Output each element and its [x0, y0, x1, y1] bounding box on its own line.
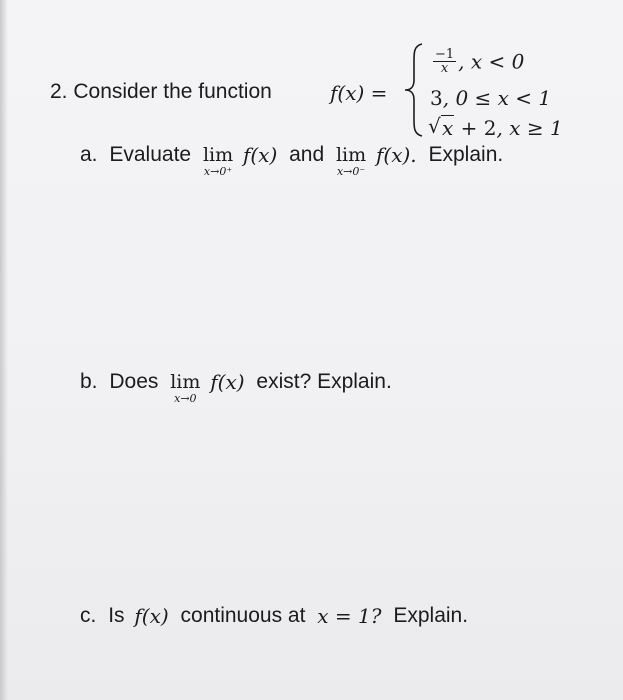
part-b-label: b. — [80, 370, 98, 393]
limit-left-zero — [336, 144, 366, 178]
case-2-value: 3 — [430, 86, 443, 110]
limit-expression: f(x). — [376, 143, 417, 167]
fraction-denominator: x — [440, 61, 449, 76]
part-b-text-before: Does — [109, 370, 159, 393]
case-3-rest: + 2 — [454, 116, 497, 140]
function-label: f(x) = — [330, 81, 388, 105]
radicand: x — [442, 116, 454, 140]
part-b — [80, 371, 392, 405]
piecewise-case-1 — [433, 48, 524, 75]
square-root — [428, 116, 454, 140]
part-c-label: c. — [80, 604, 97, 627]
part-c-text-before: Is — [108, 604, 125, 627]
part-a-label: a. — [80, 143, 98, 166]
part-a-text-after: Explain. — [428, 143, 504, 166]
lim-subscript: x→0⁻ — [336, 165, 366, 178]
radical-sign-icon: √ — [428, 114, 441, 138]
lim-subscript: x→0⁺ — [203, 165, 233, 178]
question-intro-text: Consider the function — [73, 80, 272, 103]
part-a-connector: and — [289, 143, 325, 166]
piecewise-case-3 — [428, 116, 563, 140]
limit-expression: f(x) — [210, 370, 245, 394]
part-a — [80, 144, 503, 178]
limit-zero — [170, 371, 200, 405]
fraction — [433, 48, 456, 75]
piecewise-brace — [402, 40, 426, 140]
limit-right-zero — [203, 144, 233, 178]
limit-expression: f(x) — [242, 143, 278, 167]
case-2-condition: , 0 ≤ x < 1 — [442, 86, 552, 110]
question-2-intro — [50, 80, 272, 104]
part-b-text-after: exist? Explain. — [256, 370, 392, 393]
piecewise-case-2 — [430, 86, 551, 110]
part-c-text-after: Explain. — [393, 604, 469, 627]
continuity-point: x = 1? — [317, 604, 382, 628]
question-number: 2. — [50, 80, 68, 103]
fraction-numerator: −1 — [435, 47, 455, 62]
part-c-text-mid: continuous at — [180, 604, 306, 627]
function-expression: f(x) — [134, 604, 169, 628]
lim-subscript: x→0 — [174, 392, 197, 405]
case-3-condition: , x ≥ 1 — [496, 116, 563, 140]
lim-word: lim — [170, 371, 201, 393]
photo-left-edge-shadow — [0, 0, 8, 700]
part-a-text-before: Evaluate — [109, 143, 192, 166]
part-c — [80, 605, 468, 629]
lim-word: lim — [202, 144, 234, 166]
case-1-condition: , x < 0 — [458, 49, 525, 74]
lim-word: lim — [335, 144, 367, 166]
